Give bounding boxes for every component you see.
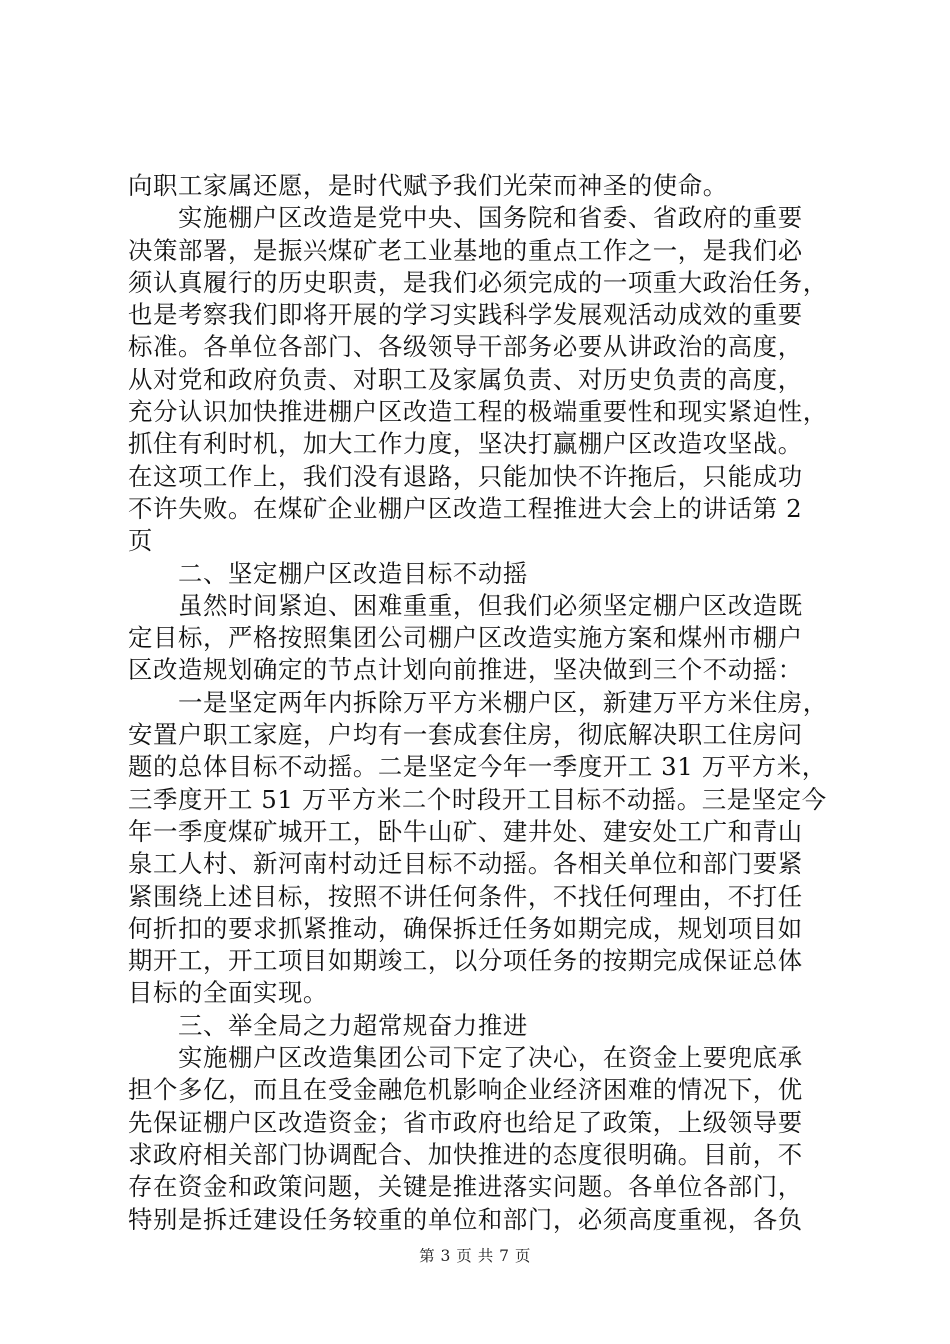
text-line: 定目标，严格按照集团公司棚户区改造实施方案和煤州市棚户 [128, 623, 803, 653]
text-line: 不许失败。在煤矿企业棚户区改造工程推进大会上的讲话第 2 [128, 493, 803, 523]
text-line: 区改造规划确定的节点计划向前推进，坚决做到三个不动摇： [128, 655, 803, 685]
text-line: 求政府相关部门协调配合、加快推进的态度很明确。目前，不 [128, 1139, 803, 1169]
text-line: 须认真履行的历史职责，是我们必须完成的一项重大政治任务， [128, 267, 828, 297]
text-line: 抓住有利时机，加大工作力度，坚决打赢棚户区改造攻坚战。 [128, 429, 803, 459]
text-line: 担个多亿，而且在受金融危机影响企业经济困难的情况下，优 [128, 1075, 803, 1105]
text-line: 充分认识加快推进棚户区改造工程的极端重要性和现实紧迫性， [128, 397, 828, 427]
text-line: 页 [128, 526, 153, 556]
text-line: 年一季度煤矿城开工，卧牛山矿、建井处、建安处工广和青山 [128, 816, 803, 846]
text-line: 在这项工作上，我们没有退路，只能加快不许拖后，只能成功 [128, 461, 803, 491]
text-line: 从对党和政府负责、对职工及家属负责、对历史负责的高度， [128, 364, 803, 394]
text-line: 三、举全局之力超常规奋力推进 [178, 1010, 528, 1040]
text-line: 何折扣的要求抓紧推动，确保拆迁任务如期完成，规划项目如 [128, 913, 803, 943]
text-line: 一是坚定两年内拆除万平方米棚户区，新建万平方米住房， [178, 687, 828, 717]
text-line: 特别是拆迁建设任务较重的单位和部门，必须高度重视，各负 [128, 1204, 803, 1234]
text-line: 题的总体目标不动摇。二是坚定今年一季度开工 31 万平方米， [128, 752, 827, 782]
text-line: 也是考察我们即将开展的学习实践科学发展观活动成效的重要 [128, 300, 803, 330]
page-footer: 第 3 页 共 7 页 [419, 1247, 531, 1265]
text-line: 向职工家属还愿，是时代赋予我们光荣而神圣的使命。 [128, 171, 728, 200]
text-line: 紧围绕上述目标，按照不讲任何条件，不找任何理由，不打任 [128, 881, 803, 911]
text-line: 标准。各单位各部门、各级领导干部务必要从讲政治的高度， [128, 332, 803, 362]
text-line: 三季度开工 51 万平方米二个时段开工目标不动摇。三是坚定今 [128, 784, 827, 814]
document-body [128, 170, 828, 1236]
text-line: 存在资金和政策问题，关键是推进落实问题。各单位各部门， [128, 1172, 803, 1202]
text-line: 安置户职工家庭，户均有一套成套住房，彻底解决职工住房问 [128, 720, 803, 750]
text-line: 期开工，开工项目如期竣工，以分项任务的按期完成保证总体 [128, 946, 803, 976]
text-line: 实施棚户区改造是党中央、国务院和省委、省政府的重要 [178, 203, 803, 233]
text-line: 先保证棚户区改造资金；省市政府也给足了政策，上级领导要 [128, 1107, 803, 1137]
text-line: 泉工人村、新河南村动迁目标不动摇。各相关单位和部门要紧 [128, 849, 803, 879]
text-line: 目标的全面实现。 [128, 978, 328, 1008]
text-line: 实施棚户区改造集团公司下定了决心，在资金上要兜底承 [178, 1043, 803, 1073]
text-line: 虽然时间紧迫、困难重重，但我们必须坚定棚户区改造既 [178, 590, 803, 620]
text-line: 二、坚定棚户区改造目标不动摇 [178, 558, 528, 588]
text-line: 决策部署，是振兴煤矿老工业基地的重点工作之一，是我们必 [128, 235, 803, 265]
